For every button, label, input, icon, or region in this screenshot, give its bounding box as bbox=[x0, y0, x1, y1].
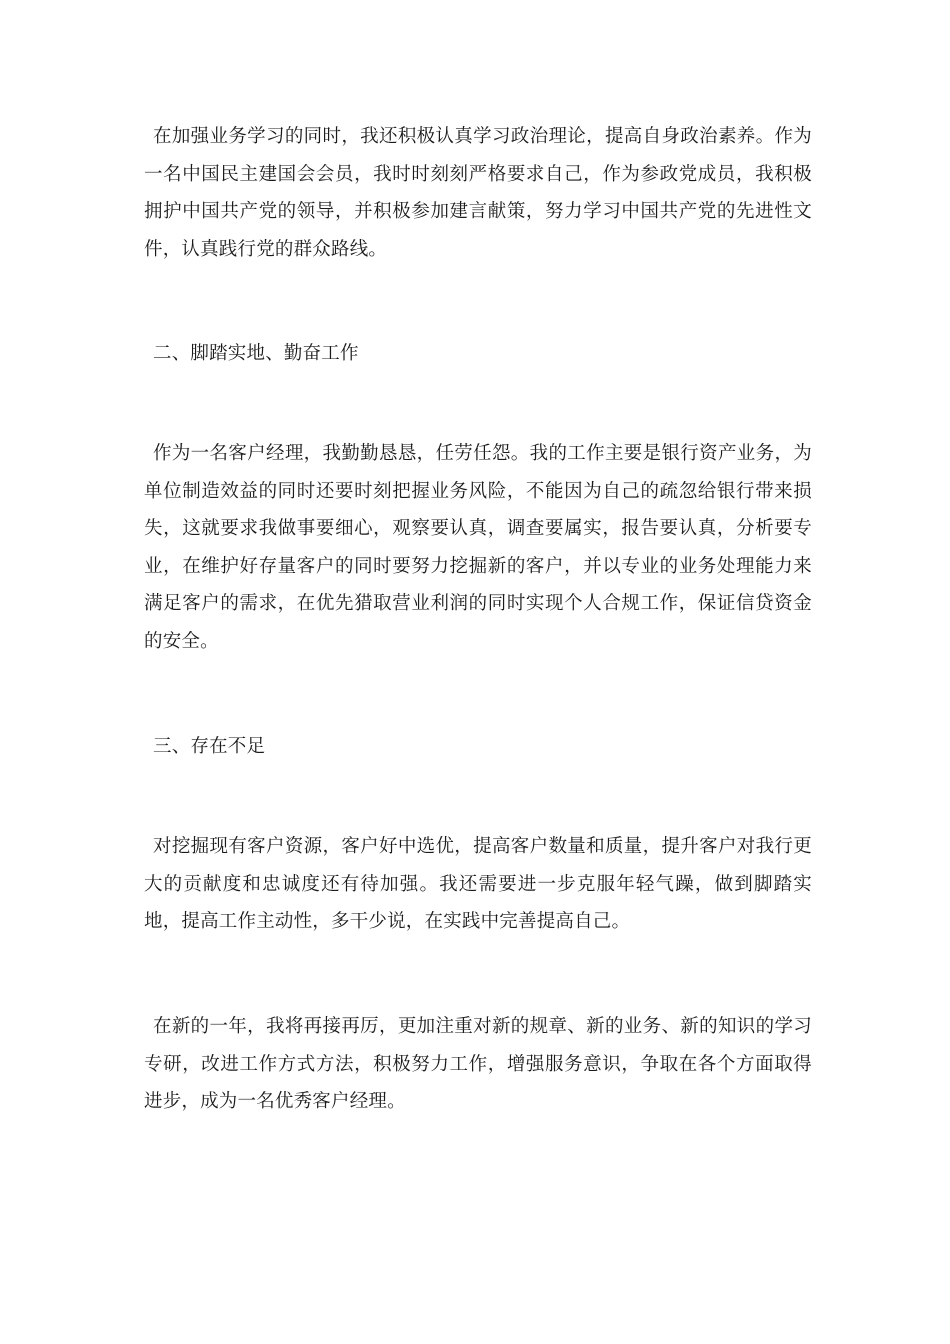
paragraph-account-manager-work: 作为一名客户经理，我勤勤恳恳，任劳任怨。我的工作主要是银行资产业务，为单位制造效益的同时还要时刻把握业务风险，不能因为自己的疏忽给银行带来损失，这就要求我做事要细心，观察要认真，调查要属实，报告要认真，分析要专业，在维护好存量客户的同时要努力挖掘新的客户，并以专业的业务处理能力来满足客户的需求，在优先猎取营业利润的同时实现个人合规工作，保证信贷资金的安全。 bbox=[144, 443, 812, 652]
section-heading-shortcomings: 三、存在不足 bbox=[153, 736, 266, 757]
section-heading-work: 二、脚踏实地、勤奋工作 bbox=[153, 343, 359, 364]
paragraph-political-study: 在加强业务学习的同时，我还积极认真学习政治理论，提高自身政治素养。作为一名中国民主建国会会员，我时时刻刻严格要求自己，作为参政党成员，我积极拥护中国共产党的领导，并积极参加建言献策，努力学习中国共产党的先进性文件，认真践行党的群众路线。 bbox=[144, 126, 812, 260]
paragraph-shortcomings: 对挖掘现有客户资源，客户好中选优，提高客户数量和质量，提升客户对我行更大的贡献度和忠诚度还有待加强。我还需要进一步克服年轻气躁，做到脚踏实地，提高工作主动性，多干少说，在实践中完善提高自己。 bbox=[144, 836, 812, 932]
paragraph-new-year-plan: 在新的一年，我将再接再厉，更加注重对新的规章、新的业务、新的知识的学习专研，改进工作方式方法，积极努力工作，增强服务意识，争取在各个方面取得进步，成为一名优秀客户经理。 bbox=[144, 1016, 812, 1112]
